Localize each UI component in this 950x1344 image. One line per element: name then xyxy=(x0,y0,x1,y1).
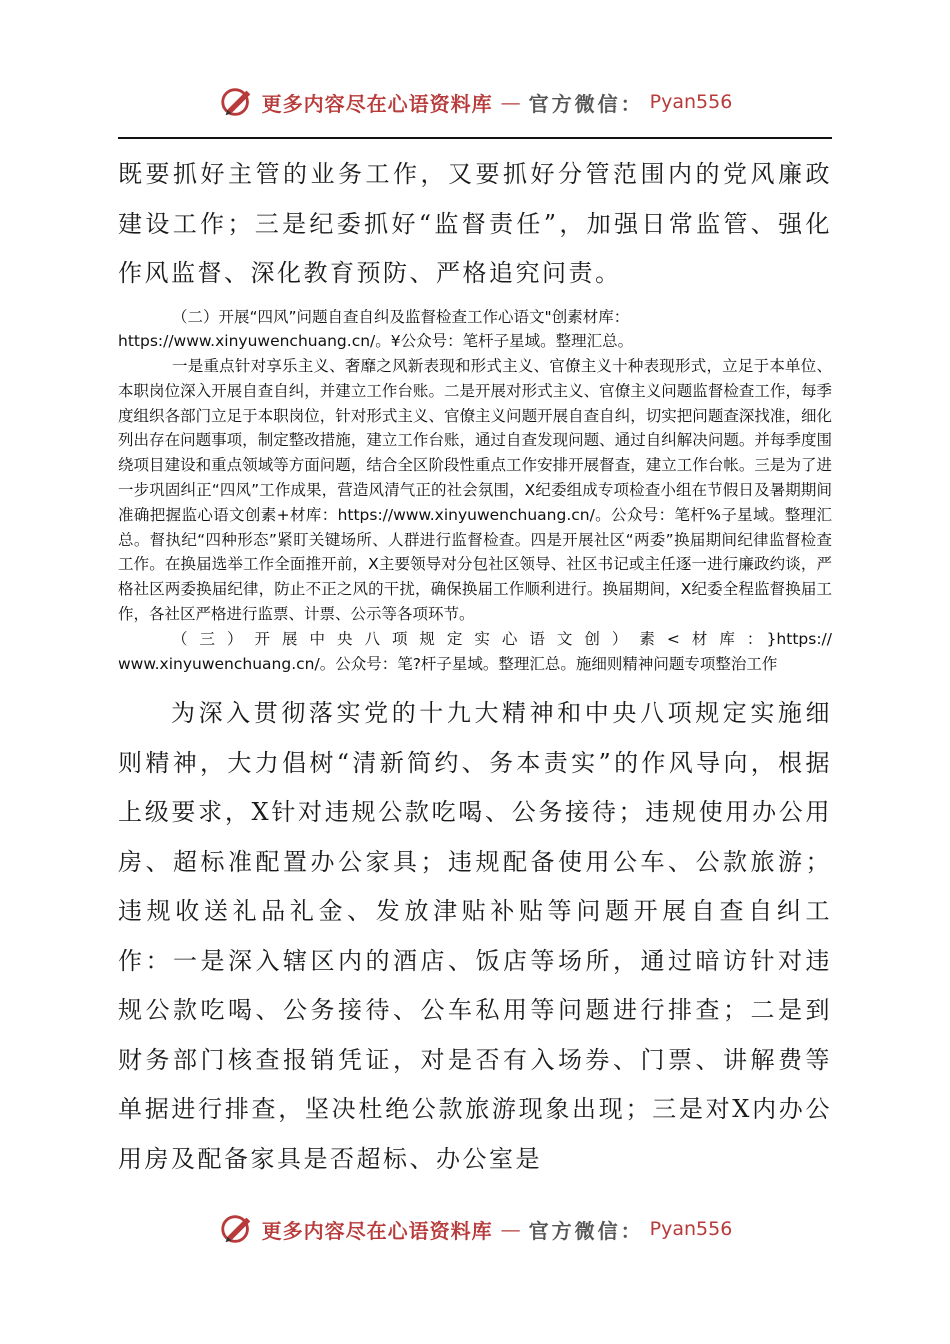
header-wechat-id: Pyan556 xyxy=(649,91,733,113)
header-wechat-label: 官方微信： xyxy=(528,91,644,116)
footer-banner-text: 更多内容尽在心语资料库 xyxy=(261,1218,493,1243)
footer-wechat-label: 官方微信： xyxy=(528,1218,644,1243)
section-heading-2: （二）开展“四风”问题自查自纠及监督检查工作心语文"创素材库：https://www.xinyuwenchuang.cn/。¥公众号：笔杆子星域。整理汇总。 xyxy=(118,307,634,351)
paragraph-2: 一是重点针对享乐主义、奢靡之风新表现和形式主义、官僚主义十种表现形式，立足于本单位、本职岗位深入开展自查自纠，并建立工作台账。二是开展对形式主义、官僚主义问题监督检查工作，每季度组织各部门立足于本职岗位，针对形式主义、官僚主义问题开展自查自纠，切实把问题查深找准，细化列出存在问题事项，制定整改措施，建立工作台账，通过自查发现问题、通过自纠解决问题。并每季度围绕项目建设和重点领域等方面问题，结合全区阶段性重点工作安排开展督查，建立工作台帐。三是为了进一步巩固纠正“四风”工作成果，营造风清气正的社会氛围，X纪委组成专项检查小组在节假日及暑期期间准确把握监心语文创素+材库：https://www.xinyuwenchuang.cn/。公众号：笔杆%子星域。整理汇总。督执纪“四种形态”紧盯关键场所、人群进行监督检查。四是开展社区“两委”换届期间纪律监督检查工作。在换届选举工作全面推开前，X主要领导对分包社区领导、社区书记或主任逐一进行廉政约谈，严格社区两委换届纪律，防止不正之风的干扰，确保换届工作顺利进行。换届期间，X纪委全程监督换届工作，各社区严格进行监票、计票、公示等各项环节。 xyxy=(118,357,832,624)
document-body xyxy=(118,150,832,1184)
pen-logo-icon xyxy=(218,1210,256,1248)
header-separator: — xyxy=(500,90,521,114)
section-heading-3-line1: （三）开展中央八项规定实心语文创）素<材库：}https:// xyxy=(172,629,832,648)
header-banner xyxy=(0,82,950,122)
footer-wechat-id: Pyan556 xyxy=(649,1218,733,1240)
footer-banner xyxy=(0,1209,950,1249)
header-banner-text: 更多内容尽在心语资料库 xyxy=(261,91,493,116)
paragraph-3: 为深入贯彻落实党的十九大精神和中央八项规定实施细则精神，大力倡树“清新简约、务本责实”的作风导向，根据上级要求，X针对违规公款吃喝、公务接待；违规使用办公用房、超标准配置办公家具；违规配备使用公车、公款旅游；违规收送礼品礼金、发放津贴补贴等问题开展自查自纠工作：一是深入辖区内的酒店、饭店等场所，通过暗访针对违规公款吃喝、公务接待、公车私用等问题进行排查；二是到财务部门核查报销凭证，对是否有入场券、门票、讲解费等单据进行排查，坚决杜绝公款旅游现象出现；三是对X内办公用房及配备家具是否超标、办公室是 xyxy=(118,699,832,1173)
header-divider xyxy=(118,137,832,139)
paragraph-top: 既要抓好主管的业务工作，又要抓好分管范围内的党风廉政建设工作；三是纪委抓好“监督责任”，加强日常监管、强化作风监督、深化教育预防、严格追究问责。 xyxy=(118,160,832,287)
section-heading-3-line2: www.xinyuwenchuang.cn/。公众号：笔?杆子星域。整理汇总。施细则精神问题专项整治工作 xyxy=(118,654,778,673)
footer-separator: — xyxy=(500,1217,521,1241)
pen-logo-icon xyxy=(218,83,256,121)
